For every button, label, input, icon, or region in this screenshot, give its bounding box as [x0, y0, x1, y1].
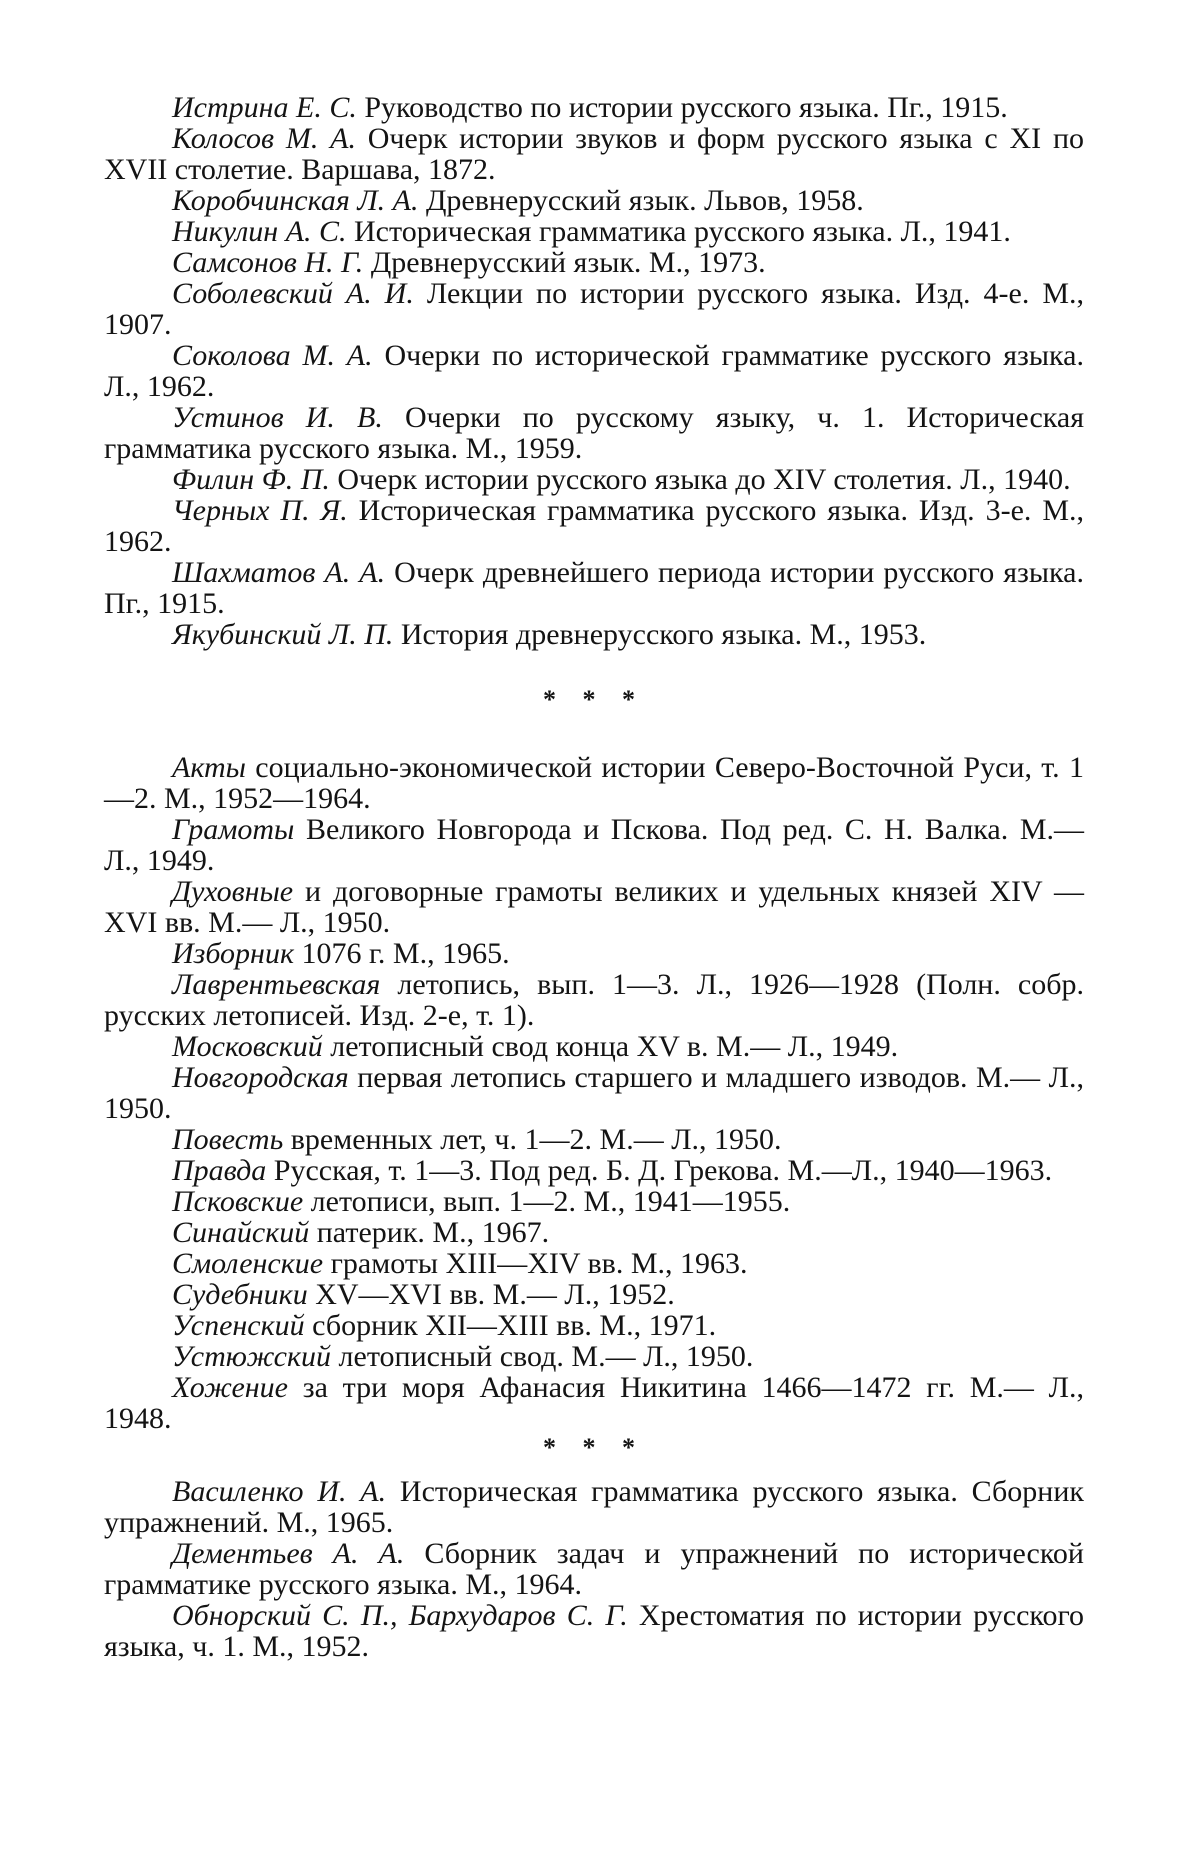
bibliography-entry	[104, 1476, 1084, 1538]
entry-author: Грамоты	[172, 813, 295, 846]
bibliography-entry	[104, 247, 1084, 278]
bibliography-entry	[104, 123, 1084, 185]
bibliography-group-sources	[104, 752, 1084, 1434]
entry-text: патерик. М., 1967.	[309, 1216, 550, 1249]
section-separator: * * *	[543, 1433, 645, 1462]
entry-text: Историческая грамматика русского языка. Сборник упражнений. М., 1965.	[104, 1475, 1084, 1539]
entry-author: Черных П. Я.	[172, 494, 348, 527]
entry-text: и договорные грамоты великих и удельных князей XIV —XVI вв. М.— Л., 1950.	[104, 875, 1084, 939]
entry-author: Якубинский Л. П.	[172, 618, 394, 651]
entry-author: Акты	[172, 751, 246, 784]
entry-author: Устинов И. В.	[172, 401, 383, 434]
entry-author: Устюжский	[172, 1340, 332, 1373]
bibliography-group-exercises	[104, 1476, 1084, 1662]
entry-author: Колосов М. А.	[172, 122, 356, 155]
entry-author: Никулин А. С.	[172, 215, 347, 248]
entry-author: Хожение	[172, 1371, 289, 1404]
bibliography-entry	[104, 92, 1084, 123]
bibliography-entry	[104, 185, 1084, 216]
entry-text: История древнерусского языка. М., 1953.	[393, 618, 927, 651]
entry-author: Истрина Е. С.	[172, 91, 357, 124]
bibliography-group-textbooks	[104, 92, 1084, 650]
entry-text: летописи, вып. 1—2. М., 1941—1955.	[303, 1185, 791, 1218]
entry-author: Самсонов Н. Г.	[172, 246, 364, 279]
entry-text: Очерки по русскому языку, ч. 1. Историческая грамматика русского языка. М., 1959.	[104, 401, 1084, 465]
entry-text: первая летопись старшего и младшего изводов. М.— Л., 1950.	[104, 1061, 1084, 1125]
entry-author: Соболевский А. И.	[172, 277, 414, 310]
entry-text: Хрестоматия по истории русского языка, ч. 1. М., 1952.	[104, 1599, 1084, 1663]
entry-author: Правда	[172, 1154, 267, 1187]
bibliography-entry	[104, 1062, 1084, 1124]
bibliography-entry	[104, 1538, 1084, 1600]
entry-text: Очерк древнейшего периода истории русского языка. Пг., 1915.	[104, 556, 1084, 620]
entry-text: Очерк истории русского языка до XIV столетия. Л., 1940.	[329, 463, 1071, 496]
bibliography-entry	[104, 1155, 1084, 1186]
entry-author: Василенко И. А.	[172, 1475, 387, 1508]
entry-text: временных лет, ч. 1—2. М.— Л., 1950.	[283, 1123, 782, 1156]
bibliography-entry	[104, 752, 1084, 814]
entry-text: Лекции по истории русского языка. Изд. 4-е. М., 1907.	[104, 277, 1085, 341]
entry-author: Дементьев А. А.	[172, 1537, 405, 1570]
entry-text: летопись, вып. 1—3. Л., 1926—1928 (Полн. собр. русских летописей. Изд. 2-е, т. 1).	[104, 968, 1084, 1032]
bibliography-entry	[104, 876, 1084, 938]
entry-text: Очерки по исторической грамматике русского языка. Л., 1962.	[104, 339, 1084, 403]
bibliography-entry	[104, 619, 1084, 650]
entry-author: Шахматов А. А.	[172, 556, 386, 589]
entry-author: Повесть	[172, 1123, 284, 1156]
bibliography-entry	[104, 495, 1084, 557]
section-separator: * * *	[543, 685, 645, 714]
entry-text: Руководство по истории русского языка. Пг., 1915.	[356, 91, 1008, 124]
bibliography-entry	[104, 1217, 1084, 1248]
entry-text: грамоты XIII—XIV вв. М., 1963.	[323, 1247, 748, 1280]
bibliography-entry	[104, 1310, 1084, 1341]
entry-text: Русская, т. 1—3. Под ред. Б. Д. Грекова. М.—Л., 1940—1963.	[266, 1154, 1053, 1187]
bibliography-entry	[104, 557, 1084, 619]
bibliography-entry	[104, 1124, 1084, 1155]
entry-text: Древнерусский язык. Львов, 1958.	[418, 184, 864, 217]
entry-author: Лаврентьевская	[172, 968, 381, 1001]
entry-author: Смоленские	[172, 1247, 324, 1280]
entry-author: Духовные	[172, 875, 294, 908]
entry-text: Историческая грамматика русского языка. Изд. 3-е. М., 1962.	[104, 494, 1084, 558]
bibliography-entry	[104, 1600, 1084, 1662]
bibliography-page	[104, 92, 1084, 1662]
entry-author: Соколова М. А.	[172, 339, 373, 372]
entry-author: Псковские	[172, 1185, 304, 1218]
bibliography-entry	[104, 402, 1084, 464]
bibliography-entry	[104, 814, 1084, 876]
bibliography-entry	[104, 1031, 1084, 1062]
entry-text: Великого Новгорода и Пскова. Под ред. С. Н. Валка. М.— Л., 1949.	[104, 813, 1084, 877]
entry-text: за три моря Афанасия Никитина 1466—1472 гг. М.— Л., 1948.	[104, 1371, 1084, 1435]
bibliography-entry	[104, 969, 1084, 1031]
entry-text: Историческая грамматика русского языка. Л., 1941.	[346, 215, 1011, 248]
entry-author: Синайский	[172, 1216, 310, 1249]
entry-author: Судебники	[172, 1278, 308, 1311]
entry-text: социально-экономической истории Северо-Восточной Руси, т. 1—2. М., 1952—1964.	[104, 751, 1084, 815]
entry-author: Московский	[172, 1030, 323, 1063]
entry-text: Древнерусский язык. М., 1973.	[363, 246, 766, 279]
bibliography-entry	[104, 216, 1084, 247]
bibliography-entry	[104, 1186, 1084, 1217]
entry-text: летописный свод. М.— Л., 1950.	[331, 1340, 754, 1373]
entry-author: Изборник	[172, 937, 294, 970]
entry-author: Филин Ф. П.	[172, 463, 330, 496]
entry-text: Сборник задач и упражнений по исторической грамматике русского языка. М., 1964.	[104, 1537, 1084, 1601]
entry-author: Новгородская	[172, 1061, 349, 1094]
entry-text: сборник XII—XIII вв. М., 1971.	[304, 1309, 717, 1342]
entry-text: летописный свод конца XV в. М.— Л., 1949.	[322, 1030, 899, 1063]
bibliography-entry	[104, 340, 1084, 402]
entry-text: XV—XVI вв. М.— Л., 1952.	[307, 1278, 675, 1311]
entry-text: Очерк истории звуков и форм русского языка с XI по XVII столетие. Варшава, 1872.	[104, 122, 1085, 186]
bibliography-entry	[104, 1279, 1084, 1310]
bibliography-entry	[104, 1341, 1084, 1372]
bibliography-entry	[104, 938, 1084, 969]
bibliography-entry	[104, 278, 1084, 340]
entry-author: Коробчинская Л. А.	[172, 184, 419, 217]
bibliography-entry	[104, 1372, 1084, 1434]
entry-text: 1076 г. М., 1965.	[293, 937, 510, 970]
bibliography-entry	[104, 464, 1084, 495]
entry-author: Обнорский С. П., Бархударов С. Г.	[172, 1599, 628, 1632]
bibliography-entry	[104, 1248, 1084, 1279]
entry-author: Успенский	[172, 1309, 305, 1342]
